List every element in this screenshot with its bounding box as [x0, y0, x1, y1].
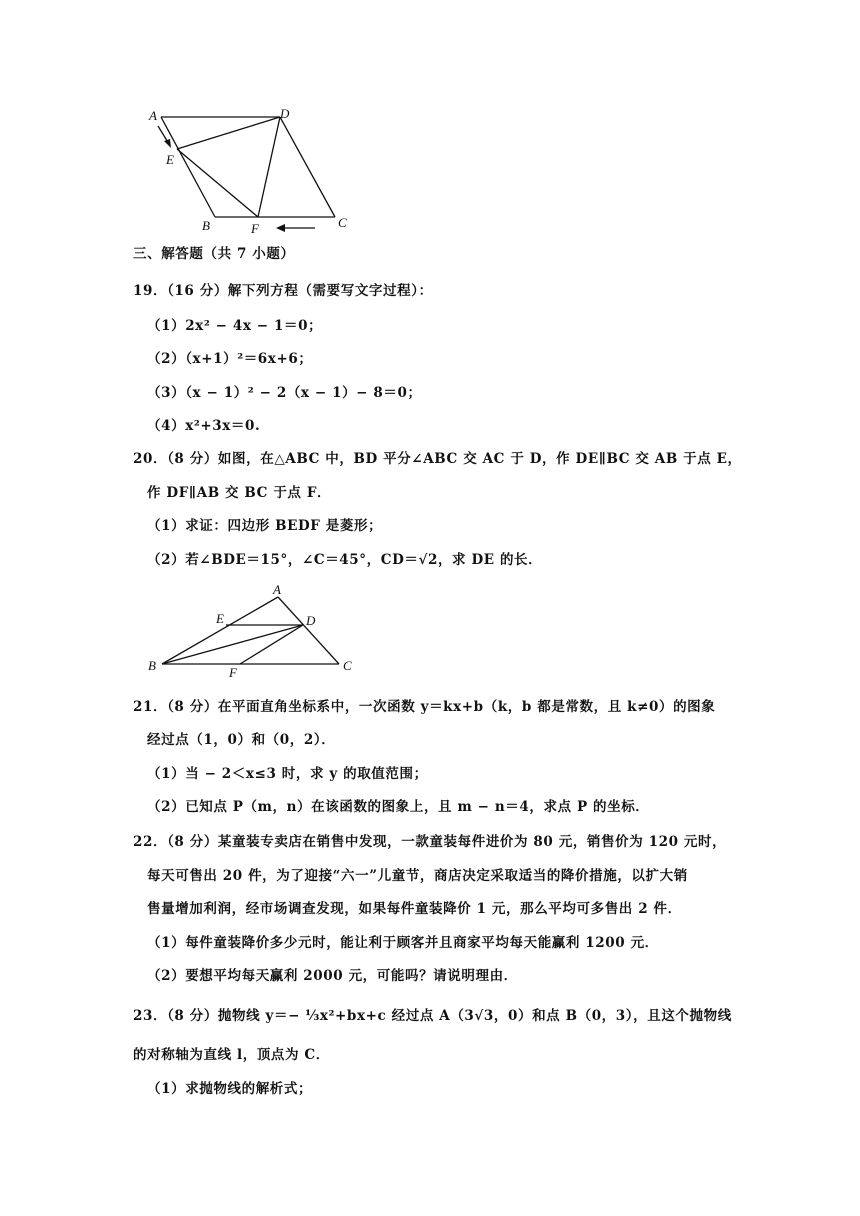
q19-part4: （4）x²+3x＝0. [147, 418, 261, 434]
q22-part2: （2）要想平均每天赢利 2000 元，可能吗？请说明理由． [147, 968, 518, 984]
q19-part2: （2）（x+1）²＝6x+6； [147, 351, 313, 367]
tri-label-c: C [343, 658, 352, 673]
triangle-figure [140, 580, 365, 680]
q22-line2: 每天可售出 20 件，为了迎接“六一”儿童节，商店决定采取适当的降价措施，以扩大销 [147, 868, 688, 884]
segment-ac-tri [278, 597, 339, 664]
segment-bd-tri [162, 625, 303, 664]
arrow-c-to-f [276, 224, 315, 232]
tri-label-e: E [216, 611, 224, 626]
label-e: E [166, 152, 174, 167]
segment-df-tri [240, 625, 303, 664]
q22-part1: （1）每件童装降价多少元时，能让利于顾客并且商家平均每天能赢利 1200 元． [147, 935, 659, 951]
segment-ef [177, 149, 258, 217]
q20-stem-line2: 作 DF∥AB 交 BC 于点 F． [147, 485, 332, 501]
segment-ab-tri [162, 597, 278, 664]
q21-part1: （1）当 − 2＜x≤3 时，求 y 的取值范围； [147, 766, 428, 782]
segment-dc [280, 117, 335, 217]
q21-stem-line1: 21．（8 分）在平面直角坐标系中，一次函数 y＝kx+b（k，b 都是常数，且 k≠0）的图象 [133, 699, 716, 715]
q19-stem: 19．（16 分）解下列方程（需要写文字过程）： [133, 283, 433, 299]
segment-df [258, 117, 280, 217]
q22-line1: 22．（8 分）某童装专卖店在销售中发现，一款童装每件进价为 80 元，销售价为 120 元时， [133, 834, 727, 850]
section-heading: 三、解答题（共 7 小题） [133, 246, 295, 262]
label-b: B [202, 218, 210, 233]
q20-part1: （1）求证：四边形 BEDF 是菱形； [147, 518, 383, 534]
segment-ab [161, 117, 215, 217]
q20-part2: （2）若∠BDE＝15°，∠C＝45°，CD＝√2，求 DE 的长． [147, 552, 543, 568]
label-c: C [338, 215, 347, 230]
tri-label-a: A [273, 582, 281, 597]
tri-label-d: D [306, 613, 316, 628]
label-d: D [280, 106, 290, 121]
q21-part2: （2）已知点 P（m，n）在该函数的图象上，且 m − n＝4，求点 P 的坐标． [147, 799, 650, 815]
q21-stem-line2: 经过点（1，0）和（0，2）． [147, 732, 336, 748]
label-a: A [149, 108, 157, 123]
q20-stem-line1: 20．（8 分）如图，在△ABC 中，BD 平分∠ABC 交 AC 于 D，作 DE∥BC 交 AB 于点 E， [133, 451, 742, 467]
parallelogram-figure [140, 100, 370, 235]
q23-line2: 的对称轴为直线 l，顶点为 C． [133, 1047, 330, 1063]
arrow-a-to-e [158, 126, 171, 148]
q23-part1: （1）求抛物线的解析式； [147, 1081, 313, 1097]
tri-label-f: F [229, 665, 237, 680]
q23-line1: 23．（8 分）抛物线 y＝− ⅓x²+bx+c 经过点 A（3√3，0）和点 B（0，3），且这个抛物线 [133, 1008, 732, 1024]
q19-part1: （1）2x² − 4x − 1＝0； [147, 318, 323, 334]
segment-de [177, 117, 280, 149]
label-f: F [251, 221, 259, 235]
q22-line3: 售量增加利润，经市场调查发现，如果每件童装降价 1 元，那么平均可多售出 2 件． [147, 901, 682, 917]
tri-label-b: B [148, 658, 156, 673]
q19-part3: （3）（x − 1）² − 2（x − 1）− 8＝0； [147, 385, 422, 401]
